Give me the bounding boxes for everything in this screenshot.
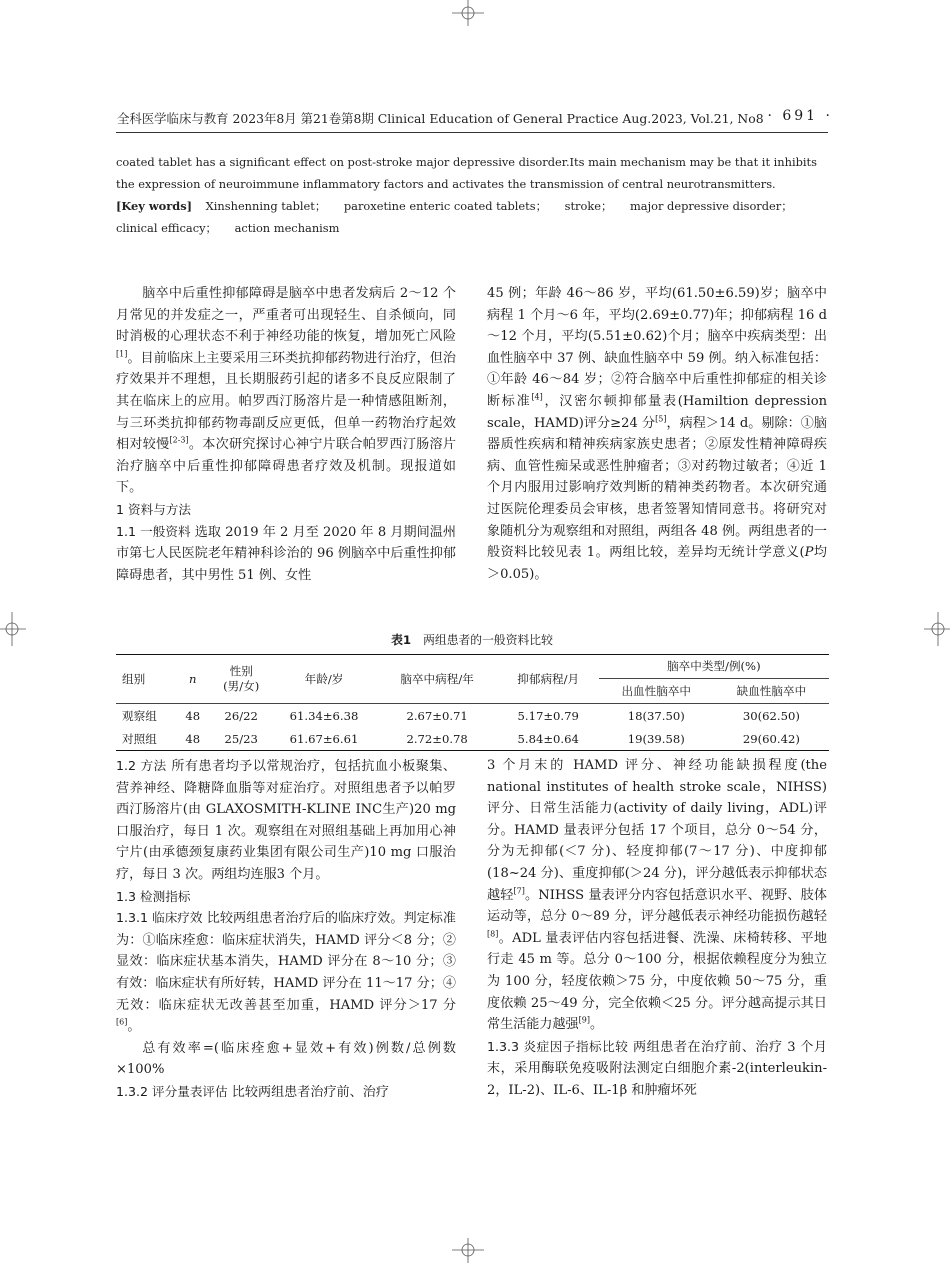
cell-group: 对照组 [116,727,175,751]
keyword: action mechanism [234,221,340,235]
cell-course: 2.67±0.71 [406,708,468,723]
col-header-hemorrhagic: 出血性脑卒中 [599,679,714,704]
general-data-continued [487,283,827,585]
table-caption [116,631,828,648]
text-run: 两组患者在治疗前、治疗 3 个月末，采用酶联免疫吸附法测定白细胞介素-2(interleukin-2，IL-2)、IL-6、IL-1β 和肿瘤坏死 [487,1039,827,1098]
citation: [1] [116,349,128,359]
col-header-sex [211,655,272,704]
subsubsection-heading: 1.3.2 评分量表评估 [116,1083,228,1099]
citation: [8] [487,929,499,939]
text-run: 选取 2019 年 2 月至 2020 年 8 月期间温州市第七人民医院老年精神科诊治的 96 例脑卒中后重性抑郁障碍患者，其中男性 51 例、女性 [116,524,456,583]
subsection-heading: 1.1 一般资料 [116,523,191,539]
citation: [6] [116,1017,128,1027]
subsubsection-heading: 1.3.1 临床疗效 [116,910,203,926]
citation: [2-3] [169,435,189,445]
table-row [116,727,829,751]
col-header-n: n [175,655,211,704]
col-header-age: 年龄/岁 [272,655,377,704]
inflammatory-factor-paragraph [487,1036,827,1102]
text-run: 。目前临床上主要采用三环类抗抑郁药物进行治疗，但治疗效果并不理想，且长期服药引起的诸多不良反应限制了其在临床上的应用。帕罗西汀肠溶片是一种情感阻断剂，与三环类抗抑郁药物毒副反应更低，但单一药物治疗起效相对较慢 [116,350,456,453]
keyword: clinical efficacy； [116,221,217,235]
keyword: stroke； [564,199,613,213]
text-run: 比较两组患者治疗后的临床疗效。判定标准为：①临床痊愈：临床症状消失，HAMD 评分＜8 分；②显效：临床症状基本消失，HAMD 评分在 8～10 分；③有效：临床症状有所好转，HAMD 评分在 11～17 分；④无效：临床症状无改善甚至加重，HAMD 评分＞17 分 [116,911,456,1013]
page-number: · 691 · [767,108,833,124]
body-column-left-lower [116,755,456,1104]
registration-mark-left-icon [0,612,26,646]
abstract-line-1: coated tablet has a significant effect on post-stroke major depressive disorder.Its main mechanism may be that it inhibits [116,155,817,169]
col-header-stroke-course: 脑卒中病程/年 [377,655,498,704]
text-run: 比较两组患者治疗前、治疗 [227,1084,389,1100]
cell-hem: 18(37.50) [627,708,685,723]
text-run: 45 例；年龄 46～86 岁，平均(61.50±6.59)岁；脑卒中病程 1 个月～6 年，平均(2.69±0.77)年；抑郁病程 16 d～12 个月，平均(5.51±0.62)个月；脑卒中疾病类型：出血性脑卒中 37 例、缺血性脑卒中 59 例。纳入标准包括：①年龄 46～84 岁；②符合脑卒中后重性抑郁症的相关诊断标准 [487,286,827,409]
table-row [116,704,829,728]
cell-isc: 29(60.42) [714,727,829,751]
p-symbol: P [804,545,814,561]
body-column-right-lower [487,755,827,1102]
text-run: 。 [127,1019,141,1035]
col-header-ischemic: 缺血性脑卒中 [714,679,829,704]
keyword: major depressive disorder； [629,199,793,213]
text-run: 。 [590,1017,604,1033]
text-run: 。本次研究探讨心神宁片联合帕罗西汀肠溶片治疗脑卒中后重性抑郁障碍患者疗效及机制。现报道如下。 [116,437,457,496]
registration-mark-top-icon [452,0,484,26]
cell-course: 2.72±0.78 [377,727,498,751]
cell-sex: 25/23 [211,727,272,751]
intro-paragraph [116,283,456,499]
methods-paragraph [116,755,456,886]
header-text: 性别 [229,664,253,678]
abstract-line-2: the expression of neuroimmune inflammatory factors and activates the transmission of central neurotransmitters. [116,177,776,191]
subsection-heading: 1.2 方法 [116,758,167,773]
text-run: 。ADL 量表评估内容包括进餐、洗澡、床椅转移、平地行走 45 m 等。总分 0～100 分，根据依赖程度分为独立为 100 分，轻度依赖＞75 分，中度依赖 50～75 分，重度依赖 25～49 分，完全依赖＜25 分。评分越高提示其日常生活能力越强 [487,930,827,1033]
text-run: 所有患者均予以常规治疗，包括抗血小板聚集、营养神经、降糖降血脂等对症治疗。对照组患者予以帕罗西汀肠溶片(由 GLAXOSMITH-KLINE INC生产)20 mg口服治疗，每日 1 次。观察组在对照组基础上再加用心神宁片(由承德颈复康药业集团有限公司生产)10 mg 口服治疗，每日 3 次。两组均连服3 个月。 [116,759,456,882]
header-text: (男/女) [223,679,260,693]
formula-paragraph: 总有效率=(临床痊愈+显效+有效)例数/总例数×100% [116,1040,456,1078]
registration-mark-bottom-icon [452,1238,484,1263]
citation: [4] [531,392,543,402]
col-header-stroke-type: 脑卒中类型/例(%) [599,655,829,679]
text-run: 3 个月末的 HAMD 评分、神经功能缺损程度(the national institutes of health stroke scale，NIHSS)评分、日常生活能力(activity of daily living，ADL)评分。HAMD 量表评分包括 17 个项目，总分 0～54 分，分为无抑郁(＜7 分)、轻度抑郁(7～17 分)、中度抑郁(18~24 分)、重度抑郁(＞24 分)，评分越低表示抑郁状态越轻 [487,758,827,903]
body-column-left-upper [116,283,456,586]
table-title: 两组患者的一般资料比较 [423,633,553,647]
cell-n: 48 [185,708,201,723]
keywords [116,195,828,239]
subsection-heading: 1.3 检测指标 [116,888,191,904]
scale-assessment-paragraph [116,1081,456,1104]
cell-sex: 26/22 [224,708,258,723]
registration-mark-right-icon [924,612,950,646]
cell-hem: 19(39.58) [599,727,714,751]
table-number: 表1 [391,633,412,647]
cell-age: 61.67±6.61 [272,727,377,751]
text-run: 。NIHSS 量表评分内容包括意识水平、视野、肢体运动等，总分 0～89 分，评分越低表示神经功能损伤越轻 [487,887,827,925]
subsubsection-heading: 1.3.3 炎症因子指标比较 [487,1038,629,1054]
text-run: ，病程＞14 d。剔除：①脑器质性疾病和精神疾病家族史患者；②原发性精神障碍疾病、血管性痴呆或恶性肿瘤者；③对药物过敏者；④近 1 个月内服用过影响疗效判断的精神类药物者。本次研究通过医院伦理委员会审核，患者签署知情同意书。将研究对象随机分为观察组和对照组，两组各 48 例。两组患者的一般资料比较见表 1。两组比较，差异均无统计学意义( [487,415,827,561]
text-run: ，汉密尔顿抑郁量表(Hamiltion depression scale，HAMD)评分≥24 分 [487,393,828,431]
running-head: 全科医学临床与教育 2023年8月 第21卷第8期 Clinical Education of General Practice Aug.2023, Vol.21, No8 [117,111,764,126]
citation: [5] [655,414,667,424]
keyword: paroxetine enteric coated tablets； [343,199,547,213]
cell-age: 61.34±6.38 [289,708,359,723]
citation: [7] [513,886,525,896]
col-header-depression-course: 抑郁病程/月 [498,655,599,704]
citation: [9] [578,1015,590,1025]
text-run: 脑卒中后重性抑郁障碍是脑卒中患者发病后 2～12 个月常见的并发症之一，严重者可出现轻生、自杀倾向，同时消极的心理状态不利于神经功能的恢复，增加死亡风险 [116,286,456,345]
cell-group: 观察组 [122,708,157,723]
text-run: 均＞0.05)。 [487,545,827,582]
clinical-efficacy-paragraph [116,907,456,1038]
cell-n: 48 [175,727,211,751]
keyword: Xinshenning tablet； [205,199,327,213]
cell-dep: 5.84±0.64 [498,727,599,751]
scale-assessment-continued [487,755,827,1036]
section-heading-1: 1 资料与方法 [116,501,191,517]
header-rule [116,132,828,133]
keywords-label: [Key words] [116,199,193,213]
cell-dep: 5.17±0.79 [517,708,579,723]
general-data-paragraph [116,521,456,587]
abstract-tail [116,151,828,239]
general-data-table [116,654,829,751]
cell-isc: 30(62.50) [742,708,800,723]
col-header-group: 组别 [116,655,175,704]
body-column-right-upper [487,283,827,585]
